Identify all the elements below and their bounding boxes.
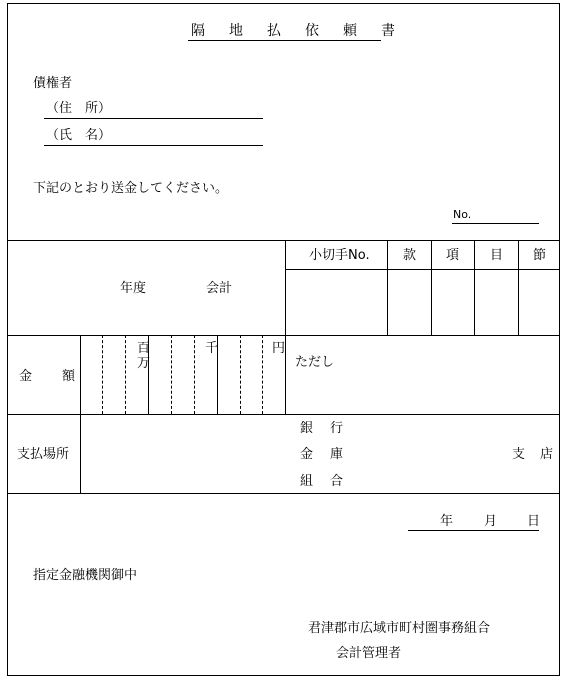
title-char: 払	[267, 23, 281, 39]
kou-label: 項	[446, 248, 460, 263]
sen-unit: 千	[205, 341, 219, 356]
branch-char-1: 支	[512, 447, 526, 462]
setsu-divider	[518, 240, 519, 335]
digit-divider	[102, 335, 103, 414]
kinko-char-2: 庫	[330, 447, 344, 462]
date-month: 月	[484, 514, 498, 529]
payment-place-label: 支払場所	[17, 447, 70, 462]
kumiai-char-2: 合	[330, 474, 344, 489]
no-line	[452, 223, 539, 224]
amount-label-2: 額	[62, 369, 76, 384]
check-no-label: 小切手No.	[309, 248, 370, 263]
hyaku-unit: 百	[137, 341, 151, 356]
name-label: （氏 名）	[46, 128, 112, 143]
addressee: 指定金融機関御中	[33, 568, 138, 583]
digit-divider	[194, 335, 195, 414]
kinko-char-1: 金	[300, 447, 314, 462]
form-title	[191, 24, 395, 38]
date-line	[408, 530, 539, 531]
organization-name: 君津郡市広域市町村圏事務組合	[308, 621, 491, 636]
bank-char-2: 行	[330, 421, 344, 436]
title-char: 隔	[191, 23, 205, 39]
setsu-label: 節	[533, 248, 547, 263]
manager-title: 会計管理者	[336, 646, 402, 661]
account-divider	[285, 240, 286, 414]
no-label: No.	[453, 208, 472, 221]
fiscal-year-label: 年度	[120, 281, 147, 296]
address-line	[44, 118, 263, 119]
title-char: 依	[305, 23, 319, 39]
moku-divider	[474, 240, 475, 335]
amount-label-1: 金	[19, 369, 33, 384]
request-text: 下記のとおり送金してください。	[33, 181, 229, 196]
kumiai-char-1: 組	[300, 474, 314, 489]
tadashi-label: ただし	[295, 355, 335, 370]
man-unit: 万	[137, 356, 151, 371]
kou-divider	[431, 240, 432, 335]
title-char: 地	[229, 23, 243, 39]
en-unit: 円	[272, 341, 286, 356]
digit-divider	[240, 335, 241, 414]
branch-char-2: 店	[540, 447, 554, 462]
kan-divider	[387, 240, 388, 335]
digit-divider	[125, 335, 126, 414]
digit-divider	[171, 335, 172, 414]
title-char: 書	[381, 23, 395, 39]
kan-label: 款	[403, 248, 417, 263]
date-day: 日	[527, 514, 541, 529]
creditor-label: 債権者	[33, 76, 73, 91]
divider-account-top	[7, 240, 560, 241]
title-underline	[188, 40, 381, 41]
address-label: （住 所）	[46, 101, 112, 116]
divider-footer-top	[7, 493, 560, 494]
amount-label-divider	[80, 335, 81, 493]
moku-label: 目	[490, 248, 504, 263]
accounting-label: 会計	[206, 281, 233, 296]
date-year: 年	[440, 514, 454, 529]
title-char: 頼	[343, 23, 357, 39]
divider-amount-top	[7, 335, 560, 336]
name-line	[44, 145, 263, 146]
bank-char-1: 銀	[300, 421, 314, 436]
digit-divider	[262, 335, 263, 414]
divider-place-top	[7, 414, 560, 415]
